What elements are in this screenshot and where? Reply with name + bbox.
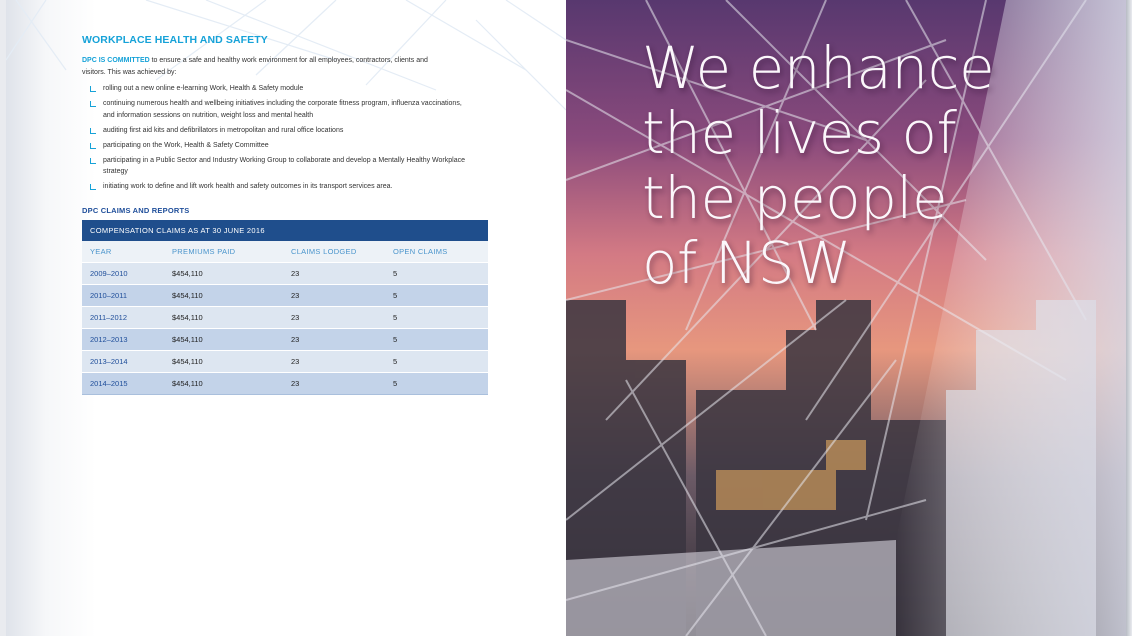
article-content [82,34,492,395]
cell-premiums-paid: $454,110 [164,372,283,394]
headline-line: We enhance [642,34,995,102]
table-caption: COMPENSATION CLAIMS AS AT 30 JUNE 2016 [82,220,488,241]
intro-lead: DPC IS COMMITTED [82,57,150,64]
cell-claims-lodged: 23 [283,372,385,394]
headline-line: the lives of [642,99,957,167]
cell-open-claims: 5 [385,284,488,306]
headline-line: the people [642,164,948,232]
column-header-premiums-paid: PREMIUMS PAID [164,241,283,263]
left-page [6,0,566,636]
cell-claims-lodged: 23 [283,350,385,372]
list-item: rolling out a new online e-learning Work, Health & Safety module [90,83,465,95]
column-header-claims-lodged: CLAIMS LODGED [283,241,385,263]
cell-year: 2011–2012 [82,306,164,328]
cell-open-claims: 5 [385,372,488,394]
initiatives-list [82,83,492,193]
cell-year: 2013–2014 [82,350,164,372]
list-item: initiating work to define and lift work health and safety outcomes in its transport services area. [90,181,465,193]
cell-premiums-paid: $454,110 [164,284,283,306]
cell-open-claims: 5 [385,328,488,350]
column-header-open-claims: OPEN CLAIMS [385,241,488,263]
bullet-marker-icon [90,143,96,149]
cell-year: 2009–2010 [82,262,164,284]
table-row [82,284,488,306]
bullet-marker-icon [90,101,96,107]
section-heading: WORKPLACE HEALTH AND SAFETY [82,34,268,46]
intro-paragraph [82,55,452,78]
cell-open-claims: 5 [385,350,488,372]
cell-premiums-paid: $454,110 [164,306,283,328]
table-row [82,306,488,328]
cell-claims-lodged: 23 [283,284,385,306]
hero-headline [642,36,994,296]
claims-subheading: DPC CLAIMS AND REPORTS [82,205,190,215]
table-row [82,262,488,284]
bullet-marker-icon [90,86,96,92]
table-row [82,372,488,394]
cell-open-claims: 5 [385,306,488,328]
cell-premiums-paid: $454,110 [164,328,283,350]
page-edge-shadow [1126,0,1132,636]
column-header-year: YEAR [82,241,164,263]
cell-open-claims: 5 [385,262,488,284]
headline-line: of NSW [642,229,851,297]
cell-premiums-paid: $454,110 [164,350,283,372]
cell-year: 2014–2015 [82,372,164,394]
bullet-marker-icon [90,158,96,164]
cell-claims-lodged: 23 [283,328,385,350]
list-item: participating in a Public Sector and Industry Working Group to collaborate and develop a Mentally Healthy Workplace strategy [90,155,465,178]
cell-premiums-paid: $454,110 [164,262,283,284]
cell-claims-lodged: 23 [283,262,385,284]
right-page-hero [566,0,1126,636]
list-item: participating on the Work, Health & Safety Committee [90,140,465,152]
bullet-marker-icon [90,184,96,190]
cell-claims-lodged: 23 [283,306,385,328]
cell-year: 2012–2013 [82,328,164,350]
intro-text: to ensure a safe and healthy work environment for all employees, contractors, clients and visitors. This was achieved by: [82,57,428,76]
list-item: auditing first aid kits and defibrillators in metropolitan and rural office locations [90,125,465,137]
cell-year: 2010–2011 [82,284,164,306]
compensation-claims-table [82,220,488,395]
list-item: continuing numerous health and wellbeing initiatives including the corporate fitness program, influenza vaccinations, and information sessions on nutrition, weight loss and mental health [90,98,465,121]
bullet-marker-icon [90,128,96,134]
table-row [82,350,488,372]
table-row [82,328,488,350]
table-header-row [82,241,488,263]
